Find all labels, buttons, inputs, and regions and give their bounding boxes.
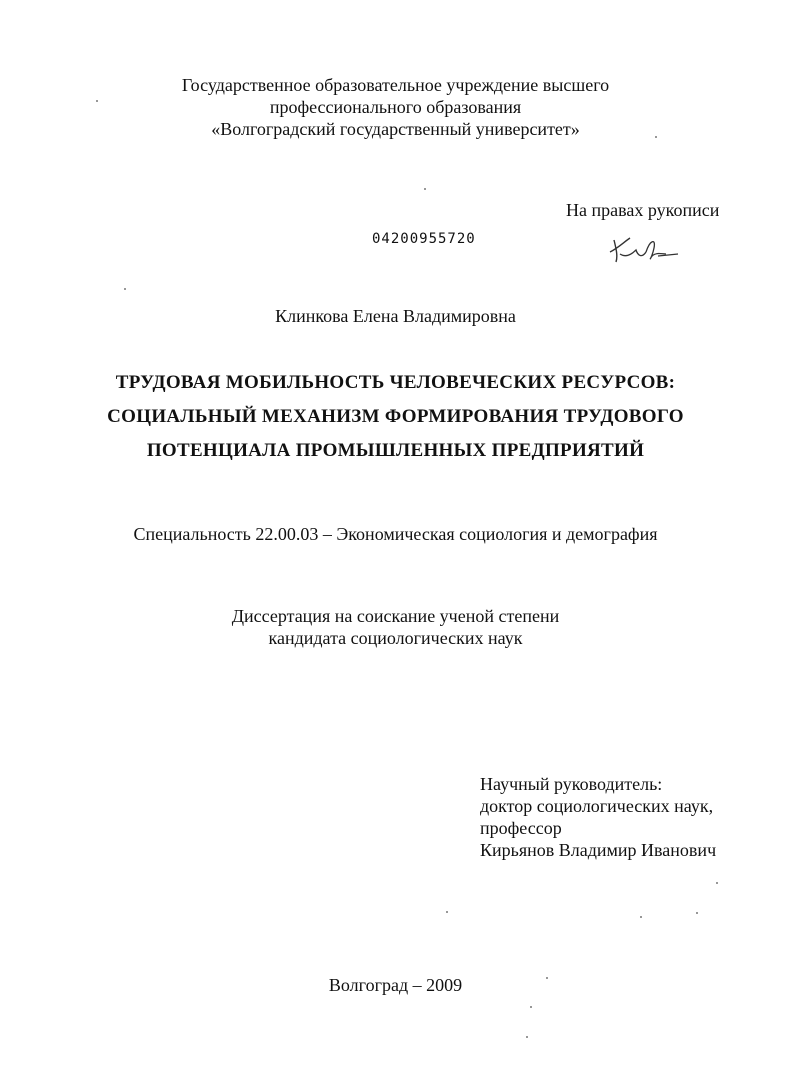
supervisor-label: Научный руководитель: [480, 774, 663, 794]
title-line-1: ТРУДОВАЯ МОБИЛЬНОСТЬ ЧЕЛОВЕЧЕСКИХ РЕСУРСОВ: [115, 372, 676, 393]
degree-block [0, 605, 791, 649]
dissertation-title [0, 366, 791, 468]
scan-speck [655, 136, 657, 138]
scan-speck [546, 977, 548, 979]
scan-speck [640, 916, 642, 918]
manuscript-rights-note: На правах рукописи [566, 200, 720, 220]
scan-speck [696, 912, 698, 914]
title-line-2: СОЦИАЛЬНЫЙ МЕХАНИЗМ ФОРМИРОВАНИЯ ТРУДОВОГО [107, 406, 684, 427]
supervisor-degree: доктор социологических наук, [480, 796, 714, 816]
author-name: Клинкова Елена Владимировна [275, 306, 516, 326]
scan-speck [446, 911, 448, 913]
institution-line-3: «Волгоградский государственный университет» [211, 119, 580, 139]
supervisor-rank: профессор [480, 818, 562, 838]
scan-speck [96, 100, 98, 102]
degree-line-2: кандидата социологических наук [268, 628, 523, 648]
institution-line-1: Государственное образовательное учреждение высшего [181, 75, 610, 95]
scan-speck [716, 882, 718, 884]
document-number-stamp: 04200955720 [372, 231, 476, 247]
institution-line-2: профессионального образования [269, 97, 522, 117]
handwritten-signature [606, 232, 680, 268]
supervisor-block [480, 773, 716, 861]
supervisor-name: Кирьянов Владимир Иванович [480, 840, 717, 860]
institution-block [0, 74, 791, 140]
scan-speck [530, 1006, 532, 1008]
title-line-3: ПОТЕНЦИАЛА ПРОМЫШЛЕННЫХ ПРЕДПРИЯТИЙ [146, 440, 645, 461]
scan-speck [124, 288, 126, 290]
place-year: Волгоград – 2009 [328, 975, 463, 995]
scan-speck [526, 1036, 528, 1038]
scan-speck [424, 188, 426, 190]
degree-line-1: Диссертация на соискание ученой степени [231, 606, 560, 626]
specialty-line: Специальность 22.00.03 – Экономическая социология и демография [133, 524, 658, 544]
